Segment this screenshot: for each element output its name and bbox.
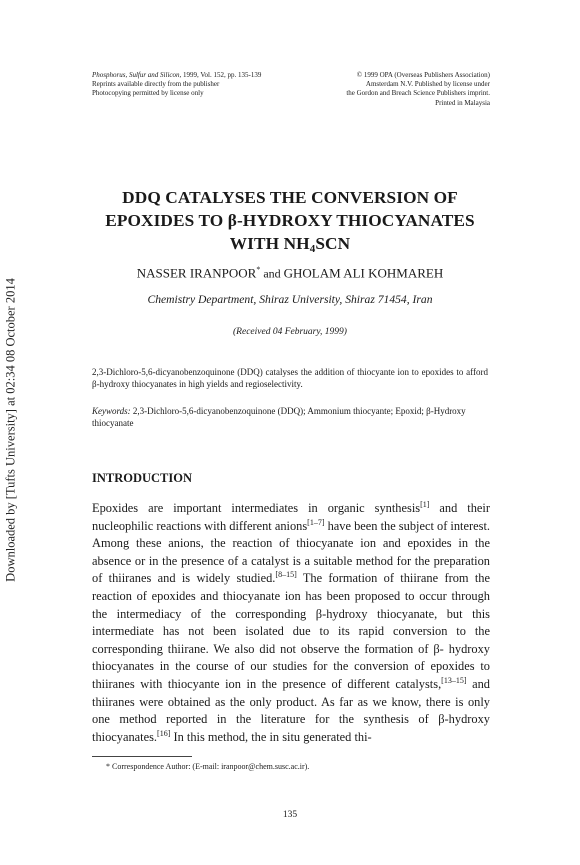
- paragraph: [92, 500, 490, 746]
- title-line-3-post: SCN: [315, 234, 351, 253]
- title-line-3-pre: WITH NH: [229, 234, 310, 253]
- journal-header-right: [346, 71, 490, 108]
- journal-name: Phosphorus, Sulfur and Silicon,: [92, 71, 182, 79]
- download-watermark: [2, 270, 20, 590]
- footnote: * Correspondence Author: (E-mail: iranpoor@chem.susc.ac.ir).: [106, 762, 310, 771]
- text-run: and thiiranes were obtained as the only product. As far as we know, there is only one method reported in the literature for the synthesis of β-hydroxy thiocyanates.: [92, 676, 490, 744]
- citation-ref: [16]: [157, 728, 171, 738]
- title-line-3: [60, 232, 520, 255]
- correspondence-mark: *: [256, 265, 261, 274]
- author-1: NASSER IRANPOOR: [136, 265, 257, 281]
- article-title: [60, 186, 520, 255]
- printed-note: Printed in Malaysia: [435, 98, 490, 107]
- text-run: Epoxides are important intermediates in organic synthesis: [92, 501, 421, 515]
- title-line-1: DDQ CATALYSES THE CONVERSION OF: [122, 188, 458, 207]
- keywords: [92, 406, 488, 429]
- text-run: The formation of thiirane from the reaction of epoxides and thiocyanate ion has been proposed to occur through the intermediacy of the corresponding β-hydroxy thiocyanate, but this intermediate has not been isolated due to its rapid conversion to the corresponding thiirane. We also did not observe the formation of β- hydroxy thiocyanates in the course of our studies for the conversion of epoxides to thiiranes with thiocyante ion in the presence of different catalysts,: [92, 571, 490, 691]
- imprint-note: the Gordon and Breach Science Publishers imprint.: [346, 89, 490, 98]
- photocopy-note: Photocopying permitted by license only: [92, 89, 204, 98]
- title-subscript: 4: [309, 243, 316, 255]
- received-date: (Received 04 February, 1999): [233, 327, 347, 337]
- citation-ref: [8–15]: [275, 570, 297, 580]
- footnote-rule: [92, 756, 192, 757]
- journal-citation: 1999, Vol. 152, pp. 135-139: [181, 71, 262, 79]
- citation-ref: [13–15]: [441, 675, 467, 685]
- publisher-note: Amsterdam N.V. Published by license under: [365, 80, 490, 89]
- keywords-text: 2,3-Dichloro-5,6-dicyanobenzoquinone (DDQ); Ammonium thiocyante; Epoxid; β-Hydroxy thiocyanate: [92, 406, 466, 428]
- introduction-body: [92, 500, 490, 746]
- text-run: In this method, the in situ generated thi-: [170, 729, 372, 744]
- citation-ref: [1–7]: [307, 517, 325, 527]
- author-list: [60, 265, 520, 281]
- section-heading-introduction: INTRODUCTION: [92, 471, 193, 485]
- text-run: have been the subject of interest. Among these anions, the reaction of thiocyanate ion and epoxides in the absence or in the presence of a catalyst is a suitable method for the preparation of thiiranes and is widely studied.: [92, 518, 490, 586]
- journal-header-left: [92, 71, 261, 99]
- citation-ref: [1]: [420, 499, 430, 509]
- copyright-note: © 1999 OPA (Overseas Publishers Association): [356, 71, 490, 79]
- author-join: and: [260, 266, 284, 281]
- download-note: Downloaded by [Tufts University] at 02:34 08 October 2014: [3, 278, 18, 582]
- author-2: GHOLAM ALI KOHMAREH: [283, 265, 444, 281]
- affiliation: Chemistry Department, Shiraz University, Shiraz 71454, Iran: [147, 293, 433, 306]
- text-run: and their nucleophilic reactions with different anions: [92, 501, 490, 533]
- reprints-note: Reprints available directly from the publisher: [92, 80, 220, 89]
- page-number: 135: [282, 810, 298, 820]
- title-line-2: EPOXIDES TO β-HYDROXY THIOCYANATES: [105, 211, 475, 230]
- keywords-label: Keywords:: [92, 406, 131, 416]
- abstract: 2,3-Dichloro-5,6-dicyanobenzoquinone (DDQ) catalyses the addition of thiocyante ion to epoxides to afford β-hydroxy thiocyanates in high yields and regioselectivity.: [92, 367, 488, 389]
